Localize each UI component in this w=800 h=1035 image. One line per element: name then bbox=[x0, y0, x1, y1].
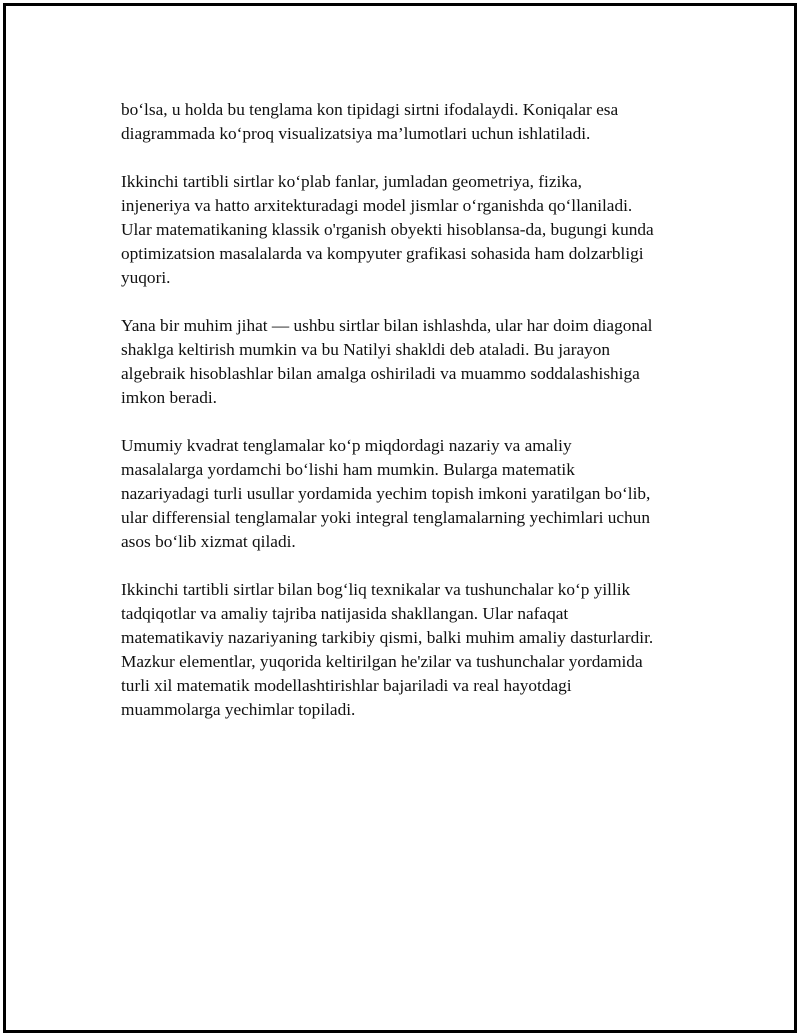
page-frame bbox=[3, 3, 797, 1033]
paragraph-3: Yana bir muhim jihat — ushbu sirtlar bilan ishlashda, ular har doim diagonal shaklga keltirish mumkin va bu Natilyi shakldi deb ataladi. Bu jarayon algebraik hisoblashlar bilan amalga oshiriladi va muammo soddalashishiga imkon beradi. bbox=[121, 316, 653, 407]
paragraph-2: Ikkinchi tartibli sirtlar ko‘plab fanlar, jumladan geometriya, fizika, injeneriya va hatto arxitekturadagi model jismlar o‘rganishda qo‘llaniladi. Ular matematikaning klassik o'rganish obyekti hisoblansa-da, bugungi kunda optimizatsion masalalarda va kompyuter grafikasi sohasida ham dolzarbligi yuqori. bbox=[121, 172, 654, 287]
page-content bbox=[121, 98, 701, 746]
paragraph-5: Ikkinchi tartibli sirtlar bilan bog‘liq texnikalar va tushunchalar ko‘p yillik tadqiqotlar va amaliy tajriba natijasida shakllangan. Ular nafaqat matematikaviy nazariyaning tarkibiy qismi, balki muhim amaliy dasturlardir. Mazkur elementlar, yuqorida keltirilgan he'zilar va tushunchalar yordamida turli xil matematik modellashtirishlar bajariladi va real hayotdagi muammolarga yechimlar topiladi. bbox=[121, 580, 654, 719]
paragraph-1: bo‘lsa, u holda bu tenglama kon tipidagi sirtni ifodalaydi. Koniqalar esa diagrammada ko‘proq visualizatsiya ma’lumotlari uchun ishlatiladi. bbox=[121, 100, 619, 143]
paragraph-4: Umumiy kvadrat tenglamalar ko‘p miqdordagi nazariy va amaliy masalalarga yordamchi bo‘lishi ham mumkin. Bularga matematik nazariyadagi turli usullar yordamida yechim topish imkoni yaratilgan bo‘lib, ular differensial tenglamalar yoki integral tenglamalarning yechimlari uchun asos bo‘lib xizmat qiladi. bbox=[121, 436, 651, 551]
